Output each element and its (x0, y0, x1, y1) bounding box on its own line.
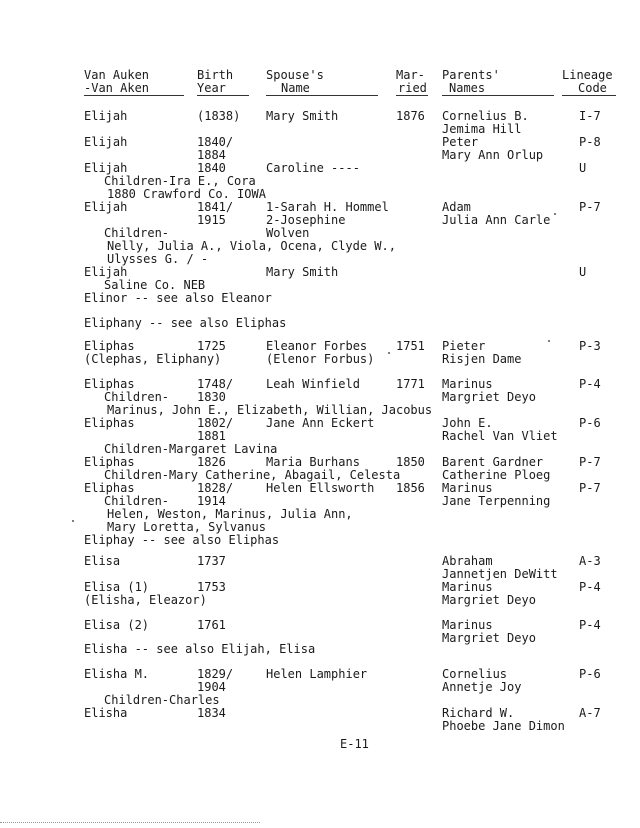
entry-lineage-code: P-7 (579, 455, 601, 469)
entry-name: Elisa (2) (84, 618, 150, 632)
entry-spouse: Leah Winfield (266, 377, 360, 391)
header-lineage: Lineage (562, 68, 613, 82)
header-birth-2: Year (197, 81, 226, 95)
entry-parents: Cornelius (442, 667, 508, 681)
entry-name: Elijah (84, 109, 128, 123)
entry-row (0, 667, 640, 681)
header-spouse-2: Name (281, 81, 310, 95)
entry-parents: Jane Terpenning (442, 494, 551, 508)
entry-row (0, 507, 640, 521)
entry-row (0, 390, 640, 404)
entry-parents: Julia Ann Carle (442, 213, 551, 227)
entry-row (0, 494, 640, 508)
entry-parents: Jannetjen DeWitt (442, 567, 558, 581)
entry-lineage-code: I-7 (579, 109, 601, 123)
scan-speck (548, 340, 550, 342)
entry-lineage-code: P-4 (579, 377, 601, 391)
entry-name: Elisha -- see also Elijah, Elisa (84, 642, 316, 656)
entry-spouse: Helen Ellsworth (266, 481, 375, 495)
entry-birth-year: 1841/ (197, 200, 234, 214)
entry-name: Elijah (84, 135, 128, 149)
entry-row (0, 442, 640, 456)
entry-row (0, 122, 640, 136)
entry-birth-year: 1802/ (197, 416, 234, 430)
entry-row (0, 618, 640, 632)
entry-birth-year: 1829/ (197, 667, 234, 681)
entry-birth-year: 1826 (197, 455, 226, 469)
entry-parents: Phoebe Jane Dimon (442, 719, 565, 733)
entry-row (0, 593, 640, 607)
entry-row (0, 161, 640, 175)
entry-name: Eliphay -- see also Eliphas (84, 533, 280, 547)
entry-lineage-code: U (579, 265, 587, 279)
entry-row (0, 148, 640, 162)
entry-name: Eliphas (84, 416, 135, 430)
entry-row (0, 226, 640, 240)
entry-lineage-code: U (579, 161, 587, 175)
entry-row (0, 278, 640, 292)
entry-name: Elinor -- see also Eleanor (84, 291, 272, 305)
entry-birth-year: (1838) (197, 109, 241, 123)
entry-note: Children- (104, 226, 170, 240)
entry-spouse: Mary Smith (266, 109, 339, 123)
entry-row (0, 455, 640, 469)
entry-parents: Margriet Deyo (442, 390, 536, 404)
entry-note: Children-Charles (104, 693, 220, 707)
entry-married-year: 1751 (396, 339, 425, 353)
entry-row (0, 239, 640, 253)
entry-parents: Marinus (442, 481, 493, 495)
entry-spouse: 1-Sarah H. Hommel (266, 200, 389, 214)
entry-parents: Peter (442, 135, 479, 149)
entry-row (0, 567, 640, 581)
header-rule-5 (442, 95, 554, 96)
entry-row (0, 135, 640, 149)
entry-lineage-code: P-3 (579, 339, 601, 353)
entry-birth-year: 1884 (197, 148, 226, 162)
entry-spouse: Caroline ---- (266, 161, 360, 175)
entry-note-detail: Helen, Weston, Marinus, Julia Ann, (107, 507, 353, 521)
entry-birth-year: 1914 (197, 494, 226, 508)
entry-birth-year: 1761 (197, 618, 226, 632)
entry-lineage-code: P-6 (579, 416, 601, 430)
entry-row (0, 719, 640, 733)
entry-note-detail: Marinus, John E., Elizabeth, Willian, Jacobus (107, 403, 433, 417)
entry-name: (Clephas, Eliphany) (84, 352, 222, 366)
entry-parents: Marinus (442, 618, 493, 632)
entry-name: Eliphas (84, 455, 135, 469)
entry-row (0, 693, 640, 707)
header-surname-2: -Van Aken (84, 81, 150, 95)
entry-married-year: 1856 (396, 481, 425, 495)
entry-parents: Mary Ann Orlup (442, 148, 544, 162)
entry-name: Elijah (84, 161, 128, 175)
entry-lineage-code: P-4 (579, 618, 601, 632)
entry-note-detail: Mary Loretta, Sylvanus (107, 520, 266, 534)
entry-name: Elisa (84, 554, 121, 568)
table-header-row-1 (0, 68, 640, 82)
entry-parents: Abraham (442, 554, 493, 568)
entry-row (0, 377, 640, 391)
entry-birth-year: 1904 (197, 680, 226, 694)
entry-birth-year: 1830 (197, 390, 226, 404)
entry-parents: Margriet Deyo (442, 593, 536, 607)
entry-name: Eliphas (84, 377, 135, 391)
entry-row (0, 481, 640, 495)
page-number: E-11 (340, 737, 369, 751)
header-rule-2 (197, 95, 249, 96)
header-rule-6 (562, 95, 616, 96)
entry-row (0, 403, 640, 417)
header-rule-4 (396, 95, 428, 96)
header-parents-2: Names (449, 81, 486, 95)
entry-row (0, 352, 640, 366)
entry-lineage-code: P-7 (579, 200, 601, 214)
entry-row (0, 213, 640, 227)
entry-name: Eliphas (84, 339, 135, 353)
entry-note: Children- (104, 390, 170, 404)
entry-row (0, 291, 640, 305)
entry-name: Elisha (84, 706, 128, 720)
entry-spouse: Helen Lamphier (266, 667, 368, 681)
header-married: Mar- (396, 68, 425, 82)
entry-parents: Cornelius B. (442, 109, 529, 123)
header-rule-1 (84, 95, 184, 96)
entry-birth-year: 1748/ (197, 377, 234, 391)
entry-row (0, 680, 640, 694)
entry-parents: Annetje Joy (442, 680, 522, 694)
entry-row (0, 520, 640, 534)
entry-parents: Pieter (442, 339, 486, 353)
entry-spouse: Maria Burhans (266, 455, 360, 469)
entry-row (0, 429, 640, 443)
entry-parents: Richard W. (442, 706, 515, 720)
scan-speck (72, 520, 74, 522)
entry-birth-year: 1753 (197, 580, 226, 594)
entry-married-year: 1850 (396, 455, 425, 469)
entry-note: Children-Ira E., Cora (104, 174, 256, 188)
entry-name: Elisa (1) (84, 580, 150, 594)
entry-lineage-code: P-4 (579, 580, 601, 594)
scan-edge-line (0, 822, 260, 824)
entry-lineage-code: A-7 (579, 706, 601, 720)
entry-note: Children-Mary Catherine, Abagail, Celesta (104, 468, 401, 482)
entry-birth-year: 1840/ (197, 135, 234, 149)
entry-name: (Elisha, Eleazor) (84, 593, 207, 607)
entry-row (0, 187, 640, 201)
entry-lineage-code: P-7 (579, 481, 601, 495)
entry-birth-year: 1828/ (197, 481, 234, 495)
entry-note-detail: Ulysses G. / - (107, 252, 209, 266)
header-birth: Birth (197, 68, 234, 82)
header-spouse: Spouse's (266, 68, 324, 82)
entry-row (0, 174, 640, 188)
entry-name: Eliphas (84, 481, 135, 495)
entry-married-year: 1876 (396, 109, 425, 123)
entry-parents: Risjen Dame (442, 352, 522, 366)
entry-birth-year: 1834 (197, 706, 226, 720)
header-married-2: ried (398, 81, 427, 95)
entry-row (0, 533, 640, 547)
entry-spouse: Eleanor Forbes (266, 339, 368, 353)
entry-parents: Rachel Van Vliet (442, 429, 558, 443)
header-parents: Parents' (442, 68, 500, 82)
header-rule-3 (266, 95, 378, 96)
entry-parents: Jemima Hill (442, 122, 522, 136)
table-header-row-2 (0, 81, 640, 95)
entry-note-detail: Nelly, Julia A., Viola, Ocena, Clyde W., (107, 239, 396, 253)
entry-married-year: 1771 (396, 377, 425, 391)
entry-row (0, 200, 640, 214)
header-lineage-2: Code (578, 81, 607, 95)
entry-lineage-code: A-3 (579, 554, 601, 568)
entry-parents: John E. (442, 416, 493, 430)
entry-row (0, 554, 640, 568)
entry-spouse: 2-Josephine (266, 213, 346, 227)
entry-name: Eliphany -- see also Eliphas (84, 316, 287, 330)
entry-lineage-code: P-6 (579, 667, 601, 681)
entry-parents: Adam (442, 200, 471, 214)
entry-row (0, 706, 640, 720)
entry-row (0, 339, 640, 353)
entry-name: Elijah (84, 265, 128, 279)
scan-speck (554, 213, 556, 215)
entry-spouse: (Elenor Forbus) (266, 352, 375, 366)
entry-lineage-code: P-8 (579, 135, 601, 149)
entry-note: Children-Margaret Lavina (104, 442, 278, 456)
entry-parents: Margriet Deyo (442, 631, 536, 645)
entry-row (0, 416, 640, 430)
entry-row (0, 316, 640, 330)
entry-note: Saline Co. NEB (104, 278, 206, 292)
entry-row (0, 580, 640, 594)
header-surname: Van Auken (84, 68, 150, 82)
entry-row (0, 109, 640, 123)
entry-parents: Marinus (442, 377, 493, 391)
entry-birth-year: 1881 (197, 429, 226, 443)
entry-row (0, 642, 640, 656)
entry-birth-year: 1737 (197, 554, 226, 568)
entry-name: Elijah (84, 200, 128, 214)
entry-name: Elisha M. (84, 667, 150, 681)
entry-parents: Catherine Ploeg (442, 468, 551, 482)
entry-row (0, 252, 640, 266)
entry-row (0, 265, 640, 279)
entry-note-detail: 1880 Crawford Co. IOWA (107, 187, 266, 201)
entry-spouse: Jane Ann Eckert (266, 416, 375, 430)
entry-spouse: Mary Smith (266, 265, 339, 279)
entry-parents: Marinus (442, 580, 493, 594)
entry-row (0, 468, 640, 482)
entry-parents: Barent Gardner (442, 455, 544, 469)
entry-birth-year: 1840 (197, 161, 226, 175)
entry-birth-year: 1725 (197, 339, 226, 353)
entry-note: Children- (104, 494, 170, 508)
entry-spouse: Wolven (266, 226, 310, 240)
scan-speck (388, 352, 390, 354)
entry-birth-year: 1915 (197, 213, 226, 227)
